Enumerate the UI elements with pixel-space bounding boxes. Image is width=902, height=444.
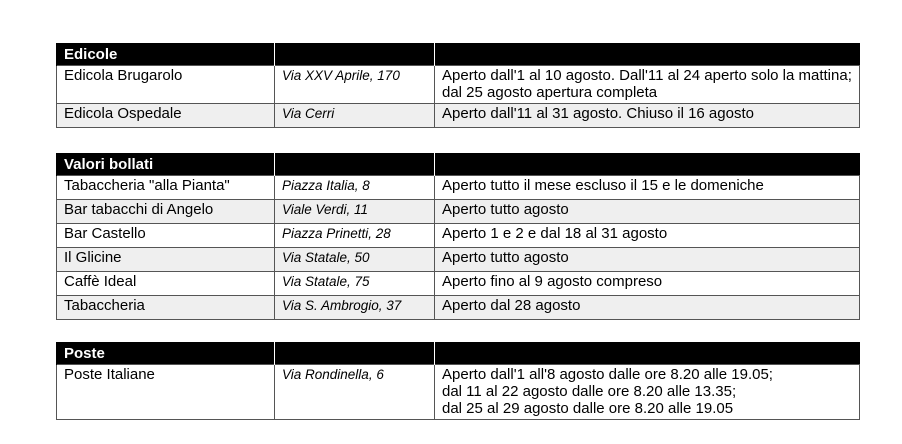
place-address: Via Statale, 50 xyxy=(275,248,435,272)
place-name: Bar tabacchi di Angelo xyxy=(57,200,275,224)
table-row xyxy=(57,176,860,200)
section-header xyxy=(57,342,860,365)
section-heading: Poste xyxy=(57,342,275,365)
place-address: Viale Verdi, 11 xyxy=(275,200,435,224)
table-row xyxy=(57,248,860,272)
place-address: Via Cerri xyxy=(275,104,435,128)
place-address: Via Rondinella, 6 xyxy=(275,365,435,420)
place-name: Il Glicine xyxy=(57,248,275,272)
opening-hours: Aperto tutto agosto xyxy=(435,248,860,272)
table-row xyxy=(57,365,860,420)
table-row xyxy=(57,104,860,128)
section-header xyxy=(57,153,860,176)
section-poste xyxy=(56,342,860,420)
place-name: Tabaccheria xyxy=(57,296,275,320)
place-address: Via Statale, 75 xyxy=(275,272,435,296)
place-name: Bar Castello xyxy=(57,224,275,248)
table-row xyxy=(57,296,860,320)
table-row xyxy=(57,66,860,104)
opening-hours-line: dal 11 al 22 agosto dalle ore 8.20 alle 13.35; xyxy=(442,383,737,400)
header-blank xyxy=(435,153,860,176)
place-name: Tabaccheria "alla Pianta" xyxy=(57,176,275,200)
opening-hours: Aperto dall'1 al 10 agosto. Dall'11 al 24 aperto solo la mattina; dal 25 agosto apertura completa xyxy=(435,66,860,104)
place-name: Caffè Ideal xyxy=(57,272,275,296)
table-row xyxy=(57,272,860,296)
opening-hours: Aperto tutto il mese escluso il 15 e le domeniche xyxy=(435,176,860,200)
place-name: Edicola Brugarolo xyxy=(57,66,275,104)
section-heading: Edicole xyxy=(57,43,275,66)
opening-hours: Aperto fino al 9 agosto compreso xyxy=(435,272,860,296)
section-edicole xyxy=(56,43,860,128)
opening-hours-line: Aperto dall'1 all'8 agosto dalle ore 8.20 alle 19.05; xyxy=(442,366,773,383)
section-valori-bollati xyxy=(56,153,860,320)
table-row xyxy=(57,224,860,248)
section-heading: Valori bollati xyxy=(57,153,275,176)
table-row xyxy=(57,200,860,224)
place-address: Piazza Prinetti, 28 xyxy=(275,224,435,248)
header-blank xyxy=(275,342,435,365)
place-address: Via XXV Aprile, 170 xyxy=(275,66,435,104)
header-blank xyxy=(435,43,860,66)
opening-hours: Aperto dall'11 al 31 agosto. Chiuso il 16 agosto xyxy=(435,104,860,128)
place-name: Edicola Ospedale xyxy=(57,104,275,128)
opening-hours xyxy=(435,365,860,420)
header-blank xyxy=(275,43,435,66)
header-blank xyxy=(275,153,435,176)
place-address: Piazza Italia, 8 xyxy=(275,176,435,200)
opening-hours-line: dal 25 al 29 agosto dalle ore 8.20 alle 19.05 xyxy=(442,400,734,417)
section-header xyxy=(57,43,860,66)
header-blank xyxy=(435,342,860,365)
opening-hours: Aperto tutto agosto xyxy=(435,200,860,224)
place-address: Via S. Ambrogio, 37 xyxy=(275,296,435,320)
opening-hours: Aperto dal 28 agosto xyxy=(435,296,860,320)
opening-hours: Aperto 1 e 2 e dal 18 al 31 agosto xyxy=(435,224,860,248)
place-name: Poste Italiane xyxy=(57,365,275,420)
